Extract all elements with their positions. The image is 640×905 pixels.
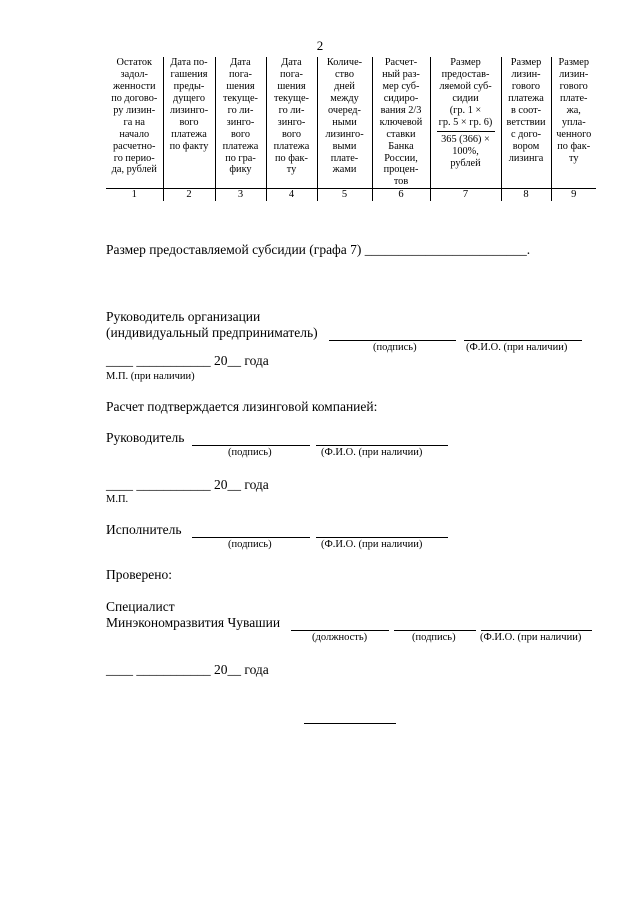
column-number: 5 bbox=[317, 189, 372, 202]
header-cell bbox=[372, 57, 430, 189]
header-line: по догово- bbox=[111, 92, 158, 104]
signature-field[interactable] bbox=[192, 445, 310, 446]
header-line: текуще- bbox=[273, 92, 309, 104]
org-head-label: Руководитель организации bbox=[106, 309, 261, 324]
header-line: ставки bbox=[386, 128, 416, 140]
header-line: гр. 5 × гр. 6) bbox=[438, 116, 493, 128]
end-divider bbox=[304, 723, 396, 724]
header-line: зинго- bbox=[277, 116, 306, 128]
column-number: 2 bbox=[163, 189, 215, 202]
header-line: дней bbox=[334, 80, 355, 92]
signature-field[interactable] bbox=[394, 630, 476, 631]
header-line: тов bbox=[393, 176, 409, 188]
header-cell bbox=[106, 57, 163, 189]
header-line: Остаток bbox=[116, 57, 152, 68]
date-line: ____ ___________ 20__ года bbox=[106, 477, 269, 492]
header-line: платежа bbox=[508, 92, 544, 104]
header-line: шения bbox=[277, 80, 306, 92]
header-line: пога- bbox=[229, 68, 252, 80]
header-line: расчетно- bbox=[113, 140, 156, 152]
signature-caption: (подпись) bbox=[412, 632, 456, 643]
header-line: вором bbox=[512, 140, 540, 152]
header-line: Дата bbox=[230, 57, 251, 68]
header-line: шения bbox=[226, 80, 255, 92]
header-line: в соот- bbox=[510, 104, 542, 116]
name-field[interactable] bbox=[464, 340, 582, 341]
header-cell bbox=[430, 57, 501, 189]
header-line: вого bbox=[179, 116, 199, 128]
header-line: плате- bbox=[560, 92, 588, 104]
header-cell bbox=[317, 57, 372, 189]
leasing-head-label: Руководитель bbox=[106, 430, 185, 445]
stamp-label: М.П. (при наличии) bbox=[106, 371, 195, 382]
header-cell bbox=[163, 57, 215, 189]
confirmation-text: Расчет подтверждается лизинговой компанией: bbox=[106, 399, 378, 414]
column-number: 8 bbox=[501, 189, 551, 202]
name-caption: (Ф.И.О. (при наличии) bbox=[466, 342, 568, 353]
header-line: вания 2/3 bbox=[380, 104, 422, 116]
signature-caption: (подпись) bbox=[373, 342, 417, 353]
header-line: с дого- bbox=[510, 128, 542, 140]
specialist-label: Специалист bbox=[106, 599, 175, 614]
executor-label: Исполнитель bbox=[106, 522, 182, 537]
header-line: сидиро- bbox=[383, 92, 419, 104]
header-line: вого bbox=[230, 128, 251, 140]
name-caption: (Ф.И.О. (при наличии) bbox=[480, 632, 582, 643]
header-row bbox=[106, 57, 596, 189]
header-line: лизин- bbox=[559, 68, 589, 80]
header-line: вого bbox=[281, 128, 302, 140]
header-line: жами bbox=[332, 164, 357, 176]
position-caption: (должность) bbox=[312, 632, 368, 643]
header-line: ляемой суб- bbox=[439, 80, 492, 92]
header-line: 365 (366) × bbox=[441, 133, 490, 145]
header-line: по факту bbox=[169, 140, 209, 152]
header-line: лизинга bbox=[508, 152, 544, 164]
header-line: пога- bbox=[280, 68, 303, 80]
checked-label: Проверено: bbox=[106, 567, 173, 582]
name-field[interactable] bbox=[316, 537, 448, 538]
header-line: рублей bbox=[450, 157, 481, 169]
header-line: га на bbox=[123, 116, 145, 128]
header-line: го ли- bbox=[278, 104, 305, 116]
fraction-bar bbox=[437, 131, 495, 132]
stamp-label: М.П. bbox=[106, 494, 129, 505]
name-field[interactable] bbox=[316, 445, 448, 446]
signature-field[interactable] bbox=[192, 537, 310, 538]
header-line: задол- bbox=[120, 68, 148, 80]
header-line: Размер bbox=[450, 57, 481, 68]
column-number: 4 bbox=[266, 189, 317, 202]
header-line: лизинго- bbox=[325, 128, 364, 140]
header-cell bbox=[551, 57, 596, 189]
header-line: Количе- bbox=[326, 57, 363, 68]
header-line: по фак- bbox=[275, 152, 308, 164]
header-line: преды- bbox=[173, 80, 205, 92]
signature-caption: (подпись) bbox=[228, 539, 272, 550]
org-head-label-2: (индивидуальный предприниматель) bbox=[106, 325, 318, 340]
header-line: ный раз- bbox=[382, 68, 420, 80]
header-line: платежа bbox=[273, 140, 310, 152]
subsidy-calculation-table bbox=[106, 57, 596, 201]
header-line: го перио- bbox=[113, 152, 155, 164]
header-line: начало bbox=[119, 128, 150, 140]
header-line: Размер bbox=[558, 57, 589, 68]
header-line: Банка bbox=[388, 140, 414, 152]
header-line: зинго- bbox=[226, 116, 255, 128]
name-caption: (Ф.И.О. (при наличии) bbox=[321, 539, 423, 550]
date-line: ____ ___________ 20__ года bbox=[106, 662, 269, 677]
header-line: между bbox=[330, 92, 359, 104]
header-line: очеред- bbox=[328, 104, 361, 116]
subsidy-amount-line: Размер предоставляемой субсидии (графа 7) ________________________. bbox=[106, 242, 531, 257]
header-line: ту bbox=[568, 152, 579, 164]
header-line: Дата bbox=[281, 57, 302, 68]
header-line: ство bbox=[334, 68, 354, 80]
name-caption: (Ф.И.О. (при наличии) bbox=[321, 447, 423, 458]
column-number: 9 bbox=[551, 189, 596, 202]
header-line: лизин- bbox=[511, 68, 541, 80]
header-line: лизинго- bbox=[169, 104, 209, 116]
header-line: Расчет- bbox=[384, 57, 418, 68]
header-line: гового bbox=[559, 80, 588, 92]
header-line: ченного bbox=[556, 128, 592, 140]
header-line: плате- bbox=[330, 152, 359, 164]
header-line: Размер bbox=[510, 57, 542, 68]
header-line: выми bbox=[332, 140, 357, 152]
header-cell bbox=[215, 57, 266, 189]
header-line: дущего bbox=[172, 92, 205, 104]
header-cell bbox=[266, 57, 317, 189]
header-line: платежа bbox=[171, 128, 207, 140]
header-line: жа, bbox=[566, 104, 581, 116]
header-line: процен- bbox=[383, 164, 419, 176]
header-line: ными bbox=[332, 116, 357, 128]
header-line: го ли- bbox=[227, 104, 254, 116]
header-line: сидии bbox=[452, 92, 479, 104]
ministry-label: Минэкономразвития Чувашии bbox=[106, 615, 281, 630]
header-line: ту bbox=[286, 164, 297, 176]
header-line: гового bbox=[511, 80, 541, 92]
header-line: упла- bbox=[561, 116, 586, 128]
header-line: ру лизин- bbox=[113, 104, 156, 116]
header-line: ветствии bbox=[506, 116, 546, 128]
column-number: 7 bbox=[430, 189, 501, 202]
header-line: текуще- bbox=[222, 92, 258, 104]
header-line: по фак- bbox=[557, 140, 591, 152]
signature-field[interactable] bbox=[329, 340, 456, 341]
date-line: ____ ___________ 20__ года bbox=[106, 353, 269, 368]
header-line: да, рублей bbox=[111, 164, 157, 176]
header-line: России, bbox=[384, 152, 418, 164]
column-number: 1 bbox=[106, 189, 163, 202]
header-line: мер суб- bbox=[382, 80, 420, 92]
header-line: (гр. 1 × bbox=[449, 104, 482, 116]
header-line: Дата по- bbox=[170, 57, 208, 68]
column-number: 3 bbox=[215, 189, 266, 202]
header-line: платежа bbox=[222, 140, 259, 152]
page-number: 2 bbox=[316, 38, 324, 53]
position-field[interactable] bbox=[291, 630, 389, 631]
header-cell bbox=[501, 57, 551, 189]
column-number-row bbox=[106, 189, 596, 202]
header-line: ключевой bbox=[379, 116, 423, 128]
signature-caption: (подпись) bbox=[228, 447, 272, 458]
header-line: фику bbox=[229, 164, 252, 176]
header-line: 100%, bbox=[452, 145, 479, 157]
name-field[interactable] bbox=[481, 630, 592, 631]
header-line: предостав- bbox=[441, 68, 490, 80]
header-line: по гра- bbox=[225, 152, 256, 164]
header-line: женности bbox=[112, 80, 156, 92]
column-number: 6 bbox=[372, 189, 430, 202]
header-line: гашения bbox=[170, 68, 208, 80]
